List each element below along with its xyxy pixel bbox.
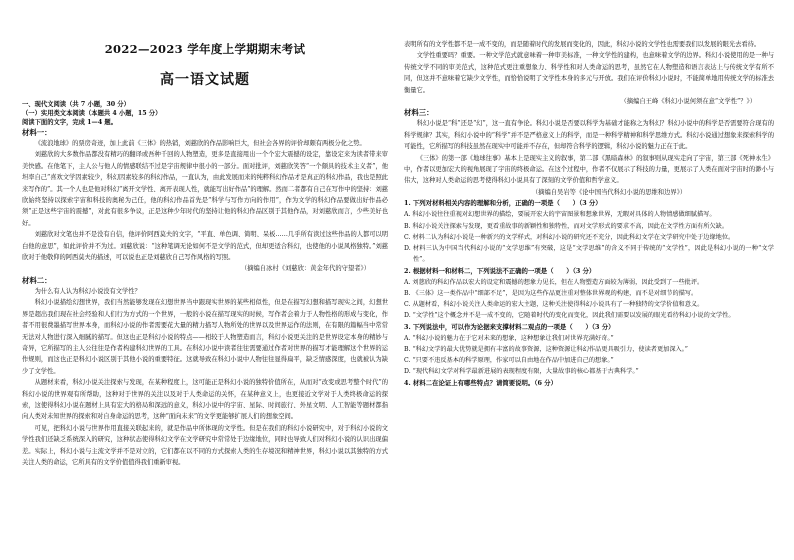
exam-title: 2022—2023 学年度上学期期末考试 <box>104 42 306 56</box>
question-3 <box>404 322 774 378</box>
material-1-paragraph: 刘慈欣对文笔也并不是没有自信，他评价阿西莫夫的文字，“平直、单色调、简明、呆板……几乎所有读过这些作品的人都可以明白他的意思”，如此评价并不为过。刘慈欣说：“这种笔调无论如何不是文学的范式，但却更适合科幻，也使他的小说风格独特。”刘慈欣对于他敬仰的阿西莫夫的描述，可以说也正是刘慈欣自己写作风格的写照。 <box>22 231 388 262</box>
question-stem: 3. 下列说法中，可以作为论据来支撑材料二观点的一项是（ ）（3 分） <box>404 322 615 331</box>
answer-option: D. “文学性”这个概念并不是一成不变的，它随着时代的变化而变化，因此我们需要以发展的眼光看待科幻小说的文学性。 <box>404 312 735 320</box>
answer-option: C. 从题材看，科幻小说关注人类命运的宏大主题，这种关注使得科幻小说具有了一种独特的文学价值和意义。 <box>404 301 704 309</box>
answer-option: B. 科幻小说关注探索与发现，更看重故事的新颖性和独特性，而对文学形式的要求不高，因此在文学性方面有所欠缺。 <box>404 222 729 230</box>
material-1-paragraph: 刘慈欣的大多数作品都没有精巧的翻译或吾种千回的人物塑造，更多是直接甩出一个个宏大震撼的设定，靠设定来为读者带来审美快感。在他笔下，主人公与他人的情感联结不过是宇宙规律中很小的一部分。面对批评，刘慈欣笑答“一个颇具的技术主义者”，他坦率自己“喜欢文学因素较少，科幻因素较多的科幻作品，一直认为，由此发展而来的纯粹科幻作品才是真正的科幻作品，我也是照此来写作的”。其一个人也是他对科幻“离开文学性、离开表现人性，就能写出好作品”的理解。然而二者都有自己在写作中的坚持：刘慈欣始终坚持以探索宇宙和科技的奥秘为己任，他的科幻作品首先是“科学与写作方向的作用”，作为文学的科幻作品要做出好作品必须“正是这些宇宙的震撼”，对此有很多争议，正是这种少年时代的坚持让他的科幻作品区别于其他作品，对刘慈欣而言，少些美好也好。 <box>22 151 388 227</box>
material-2-source: （摘编自王峰《科幻小说何须在意“文学性”？》） <box>620 98 756 106</box>
material-2-continuation: 文学性重要吗？重要。一种文学范式就意味着一种审美标准，一种文学性的建构，也意味着文学的边界。科幻小说使用的是一种与传统文学不同的审美范式，这种范式更注重想象力、科学性和对人类命运的思考，虽然它在人物塑造和语言表达上与传统文学有所不同，但这并不意味着它缺少文学性，而恰恰说明了文学性本身的多元与开放。我们在评价科幻小说时，不能简单地用传统文学的标准去衡量它。 <box>404 52 774 94</box>
left-column <box>22 0 388 468</box>
right-column <box>404 0 774 389</box>
answer-option: B. 《三体》这一类作品中“细部不足”，是因为这些作品更注重对整体世界观的构建，而不是对细节的描写。 <box>404 289 698 297</box>
section-heading: 一、现代文阅读（共 7 小题，30 分） <box>22 101 130 108</box>
question-4 <box>404 378 774 389</box>
material-1-paragraph: 《流浪地球》的票房奇迹，加上此前《三体》的热销，刘慈欣的作品影响巨大，但社会各界的评价却颇有两极分化之势。 <box>34 140 366 147</box>
reading-instruction: 阅读下面的文字，完成 1—4 题。 <box>22 119 118 126</box>
exam-subtitle: 高一语文试题 <box>160 72 250 88</box>
material-2-paragraph: 从题材来看，科幻小说关注探索与发现，在某种程度上，这可能正是科幻小说的独特价值所在，从而对“改变或思考整个时代”的科幻小说的世界观有所帮助，这种对于世界的关注以及对于人类命运的关怀，在某种意义上，也更接近文学对于人类终极命运的探索，这使得科幻小说在题材上具有宏大的格局和深远的意义，科幻小说中的宇宙、星际、时间旅行、外星文明、人工智能等题材都指向人类对未知世界的探索和对自身命运的思考，这种“面向未来”的文学更能够扩展人们的想象空间。 <box>22 379 388 421</box>
material-3-source: （摘编自吴岩等《论中国当代科幻小说的思维和边界》） <box>531 188 687 196</box>
answer-option: D. “现代科幻文学对科学最新进展的表现程度有限，大量故事的核心都基于古典科学。” <box>404 368 639 376</box>
question-stem: 2. 根据材料一和材料二，下列说法不正确的一项是（ ）（3 分） <box>404 266 596 275</box>
material-2-label: 材料二： <box>22 275 52 285</box>
answer-option: C. 材料二认为科幻小说是一种新兴的文学样式，对科幻小说的研究还不充分，因此科幻文学在文学研究中处于边缘地位。 <box>404 233 735 241</box>
question-stem: 1. 下列对材料相关内容的理解和分析，正确的一项是（ ）（3 分） <box>404 199 602 208</box>
material-1-source: （摘编自冰村《刘慈欣：黄金年代的守望者》） <box>240 265 370 273</box>
material-2-paragraph: 科幻小说描绘幻想世界，我们当然能够发现在幻想世界当中跟现实世界的某些相似性，但是在描写幻想和描写现实之间，幻想世界是超出我们现在社会经验和人们行为方式的一个世界，一般的小说在描写现实的时候，写作者会着力于人物性格的形成与变化，作者不用很费墨描写世界本身，而科幻小说的作者需要花大量的精力描写人物所处的世界以及世界运作的法则，在有限的篇幅当中常常无法对人物进行深入细腻的描写。但这也正是科幻小说的特点——相较于人物塑造而言，科幻小说更关注的是世界设定本身的精妙与奇异，它所描写的主人公往往是作者构建科幻世界的工具。在科幻小说中读者往往需要通过作者对世界的描写才能理解这个世界的运作规则，而这也正是科幻小说区别于其他小说的重要特征。这就导致在科幻小说中人物往往显得扁平，缺乏情感深度，也就被认为缺少了文学性。 <box>22 299 388 375</box>
material-3-paragraph: 科幻小说是“科”还是“幻”，这一直有争论。科幻小说是否要以科学为基础才能称之为科幻？科幻小说中的科学是否需要符合现有的科学规律？其实，科幻小说中的“科学”并不是严格意义上的科学，而是一种科学精神和科学思维方式。科幻小说通过想象来探索科学的可能性，它所描写的科技虽然在现实中可能并不存在，但却符合科学的逻辑，科幻小说的魅力正在于此。 <box>404 120 774 151</box>
material-3-paragraph: 《三体》的第一部《地球往事》基本上是现实主义的叙事，第二部《黑暗森林》的叙事则从现实走向了宇宙，第三部《死神永生》中，作者以更加宏大的视角展现了宇宙的终极命运。在这个过程中，作者不仅展示了科技的力量，更展示了人类在面对宇宙时的渺小与伟大，这种对人类命运的思考使得科幻小说具有了深刻的文学价值和哲学意义。 <box>404 154 774 185</box>
question-stem: 4. 材料二在论证上有哪些特点？请简要说明。（6 分） <box>404 378 557 387</box>
answer-option: A. 科幻小说往往重视对幻想世界的描绘，要展开宏大的宇宙图景和想象世界，无暇对具体的人物情感做细腻描写。 <box>404 211 716 219</box>
answer-option: A. “科幻小说的魅力在于它对未来的想象，这种想象让我们对世界充满好奇。” <box>404 334 614 342</box>
answer-option: B. “科幻文学的最大优势就是拥有丰富的故事资源，这种资源让科幻作品更具吸引力，使读者更加深入。” <box>404 345 688 353</box>
material-3-label: 材料三： <box>404 108 434 118</box>
material-2-continuation: 表明所有的文学性都不是一成不变的，而是随着时代的发展而变化的，因此，科幻小说的文学性也需要我们以发展的眼光去看待。 <box>404 41 761 48</box>
material-2-paragraph: 为什么有人认为科幻小说没有文学性？ <box>34 287 141 295</box>
answer-option: D. 材料三认为中国当代科幻小说的“文学思维”有突破，这是“文学思维”的含义不同于传统的“文学性”，因此是科幻小说的一种“文学性”。 <box>404 245 774 264</box>
question-2 <box>404 266 774 322</box>
answer-option: C. “只要不违反基本的科学原理，作家可以自由地在作品中加进自己的想象。” <box>404 357 614 365</box>
subsection-heading: （一）实用类文本阅读（本题共 4 小题，15 分） <box>22 110 162 117</box>
answer-option: A. 刘慈欣的科幻作品以宏大的设定和震撼的想象力见长，但在人物塑造方面较为薄弱，因此受到了一些批评。 <box>404 278 704 286</box>
material-1-label: 材料一： <box>22 128 52 137</box>
material-2-paragraph: 可见，把科幻小说与世界作用直接关联起来的，就是作品中所体现的文学性。但是在我们的科幻小说研究中，对于科幻小说的文学性我们还缺乏系统深入的研究，这种状态使得科幻文学在文学研究中常常处于边缘地位，同时也导致人们对科幻小说的认识出现偏差。实际上，科幻小说与主流文学并不是对立的，它们都在以不同的方式探索人类的生存境况和精神世界，科幻小说以其独特的方式关注人类的命运，它所具有的文学价值值得我们重新审视。 <box>22 424 388 466</box>
question-1 <box>404 198 774 265</box>
right-top-gap <box>404 0 774 39</box>
